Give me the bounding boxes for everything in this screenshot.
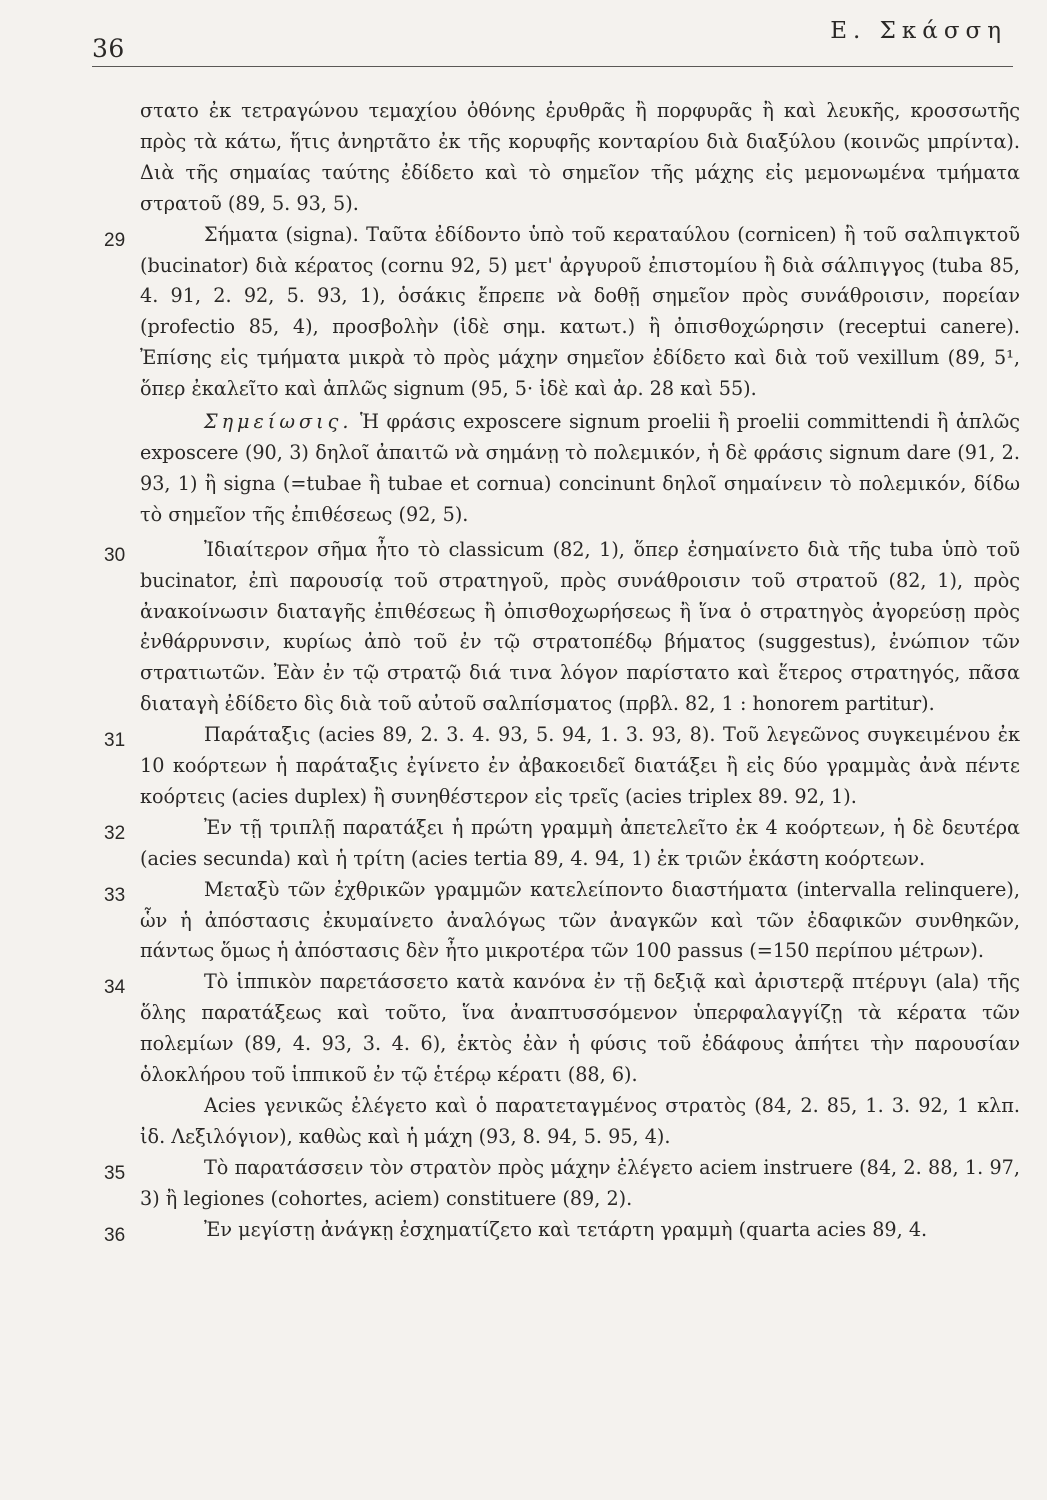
section-number: 32	[104, 822, 126, 844]
paragraph-text: στατο ἐκ τετραγώνου τεμαχίου ὀθόνης ἐρυθρᾶς ἢ πορφυρᾶς ἢ καὶ λευκῆς, κροσσωτῆς πρὸς τὰ κάτω, ἥτις ἀνηρτᾶτο ἐκ τῆς κορυφῆς κονταρίου διὰ διαξύλου (κοινῶς μπρίντα). Διὰ τῆς σημαίας ταύτης ἐδίδετο καὶ τὸ σημεῖον τῆς μάχης εἰς μεμονωμένα τμήματα στρατοῦ (89, 5. 93, 5).	[140, 99, 1020, 215]
running-head: Ε. Σκάσση	[830, 18, 1007, 44]
note-text: Ἡ φράσις exposcere signum proelii ἢ proelii committendi ἢ ἁπλῶς exposcere (90, 3) δηλοῖ ἀπαιτῶ νὰ σημάνῃ τὸ πολεμικόν, ἡ δὲ φράσις signum dare (91, 2. 93, 1) ἢ signa (=tubae ἢ tubae et cornua) concinunt δηλοῖ σημαίνειν τὸ πολεμικόν, δίδω τὸ σημεῖον τῆς ἐπιθέσεως (92, 5).	[140, 410, 1020, 526]
section-number: 36	[104, 1224, 126, 1246]
text-body	[104, 96, 1020, 1246]
paragraph-30	[104, 535, 1020, 720]
paragraph-text: Ἐν τῇ τριπλῇ παρατάξει ἡ πρώτη γραμμὴ ἀπετελεῖτο ἐκ 4 κοόρτεων, ἡ δὲ δευτέρα (acies secunda) καὶ ἡ τρίτη (acies tertia 89, 4. 94, 1) ἐκ τριῶν ἑκάστη κοόρτεων.	[140, 815, 1020, 870]
paragraph-34	[104, 967, 1020, 1091]
paragraph-32	[104, 813, 1020, 875]
note-line	[140, 407, 1020, 531]
paragraph-text: Μεταξὺ τῶν ἐχθρικῶν γραμμῶν κατελείποντο διαστήματα (intervalla relinquere), ὧν ἡ ἀπόστασις ἐκυμαίνετο ἀναλόγως τῶν ἀναγκῶν καὶ τῶν ἐδαφικῶν συνθηκῶν, πάντως ὅμως ἡ ἀπόστασις δὲν ἦτο μικροτέρα τῶν 100 passus (=150 περίπου μέτρων).	[140, 877, 1020, 963]
paragraph-36	[104, 1215, 1020, 1246]
paragraph-33	[104, 875, 1020, 968]
paragraph-text: Ἰδιαίτερον σῆμα ἦτο τὸ classicum (82, 1), ὅπερ ἐσημαίνετο διὰ τῆς tuba ὑπὸ τοῦ bucinator, ἐπὶ παρουσίᾳ τοῦ στρατηγοῦ, πρὸς συνάθροισιν τοῦ στρατοῦ (82, 1), πρὸς ἀνακοίνωσιν διαταγῆς ἐπιθέσεως ἢ ὀπισθοχωρήσεως ἢ ἵνα ὁ στρατηγὸς ἀγορεύσῃ πρὸς ἐνθάρρυνσιν, κυρίως ἀπὸ τοῦ ἐν τῷ στρατοπέδῳ βήματος (suggestus), ἐνώπιον τῶν στρατιωτῶν. Ἐὰν ἐν τῷ στρατῷ διά τινα λόγον παρίστατο καὶ ἕτερος στρατηγός, πᾶσα διαταγὴ ἐδίδετο δὶς διὰ τοῦ αὐτοῦ σαλπίσματος (πρβλ. 82, 1 : honorem partitur).	[140, 537, 1020, 716]
paragraph-text: Τὸ ἱππικὸν παρετάσσετο κατὰ κανόνα ἐν τῇ δεξιᾷ καὶ ἀριστερᾷ πτέρυγι (ala) τῆς ὅλης παρατάξεως καὶ τοῦτο, ἵνα ἀναπτυσσόμενον ὑπερφαλαγγίζῃ τὰ κέρατα τῶν πολεμίων (89, 4. 93, 3. 4. 6), ἐκτὸς ἐὰν ἡ φύσις τοῦ ἐδάφους ἀπήτει τὴν παρουσίαν ὁλοκλήρου τοῦ ἱππικοῦ ἐν τῷ ἑτέρῳ κέρατι (88, 6).	[140, 970, 1020, 1087]
paragraph-31	[104, 720, 1020, 813]
section-number: 35	[104, 1162, 126, 1184]
paragraph-34-continued	[140, 1091, 1020, 1153]
header-rule	[92, 66, 1013, 67]
paragraph-text: Τὸ παρατάσσειν τὸν στρατὸν πρὸς μάχην ἐλέγετο aciem instruere (84, 2. 88, 1. 97, 3) ἢ legiones (cohortes, aciem) constituere (89, 2).	[140, 1155, 1020, 1210]
section-number: 34	[104, 977, 126, 999]
paragraph-text: Ἐν μεγίστῃ ἀνάγκῃ ἐσχηματίζετο καὶ τετάρτη γραμμὴ (quarta acies 89, 4.	[204, 1217, 928, 1241]
section-number: 33	[104, 884, 126, 906]
paragraph-35	[104, 1153, 1020, 1215]
page-number: 36	[92, 34, 125, 63]
paragraph-text: Σήματα (signa). Ταῦτα ἐδίδοντο ὑπὸ τοῦ κεραταύλου (cornicen) ἢ τοῦ σαλπιγκτοῦ (bucinator) διὰ κέρατος (cornu 92, 5) μετ' ἀργυροῦ ἐπιστομίου ἢ διὰ σάλπιγγος (tuba 85, 4. 91, 2. 92, 5. 93, 1), ὁσάκις ἔπρεπε νὰ δοθῇ σημεῖον πρὸς συνάθροισιν, πορείαν (profectio 85, 4), προσβολὴν (ἰδὲ σημ. κατωτ.) ἢ ὀπισθοχώρησιν (receptui canere). Ἐπίσης εἰς τμήματα μικρὰ τὸ πρὸς μάχην σημεῖον ἐδίδετο καὶ διὰ τοῦ vexillum (89, 5¹, ὅπερ ἐκαλεῖτο καὶ ἁπλῶς signum (95, 5· ἰδὲ καὶ ἀρ. 28 καὶ 55).	[140, 222, 1020, 401]
section-number: 29	[104, 229, 126, 251]
paragraph-continued	[140, 96, 1020, 220]
paragraph-text: Acies γενικῶς ἐλέγετο καὶ ὁ παρατεταγμένος στρατὸς (84, 2. 85, 1. 3. 92, 1 κλπ. ἰδ. Λεξιλόγιον), καθὼς καὶ ἡ μάχη (93, 8. 94, 5. 95, 4).	[140, 1094, 1020, 1148]
section-number: 30	[104, 544, 126, 566]
paragraph-text: Παράταξις (acies 89, 2. 3. 4. 93, 5. 94, 1. 3. 93, 8). Τοῦ λεγεῶνος συγκειμένου ἐκ 10 κοόρτεων ἡ παράταξις ἐγίνετο ἐν ἀβακοειδεῖ διατάξει ἢ εἰς δύο γραμμὰς ἀνὰ πέντε κοόρτεις (acies duplex) ἢ συνηθέστερον εἰς τρεῖς (acies triplex 89. 92, 1).	[140, 723, 1020, 808]
paragraph-29	[104, 220, 1020, 405]
section-number: 31	[104, 730, 126, 752]
note-paragraph	[140, 407, 1020, 531]
note-label: Σημείωσις.	[204, 410, 353, 434]
